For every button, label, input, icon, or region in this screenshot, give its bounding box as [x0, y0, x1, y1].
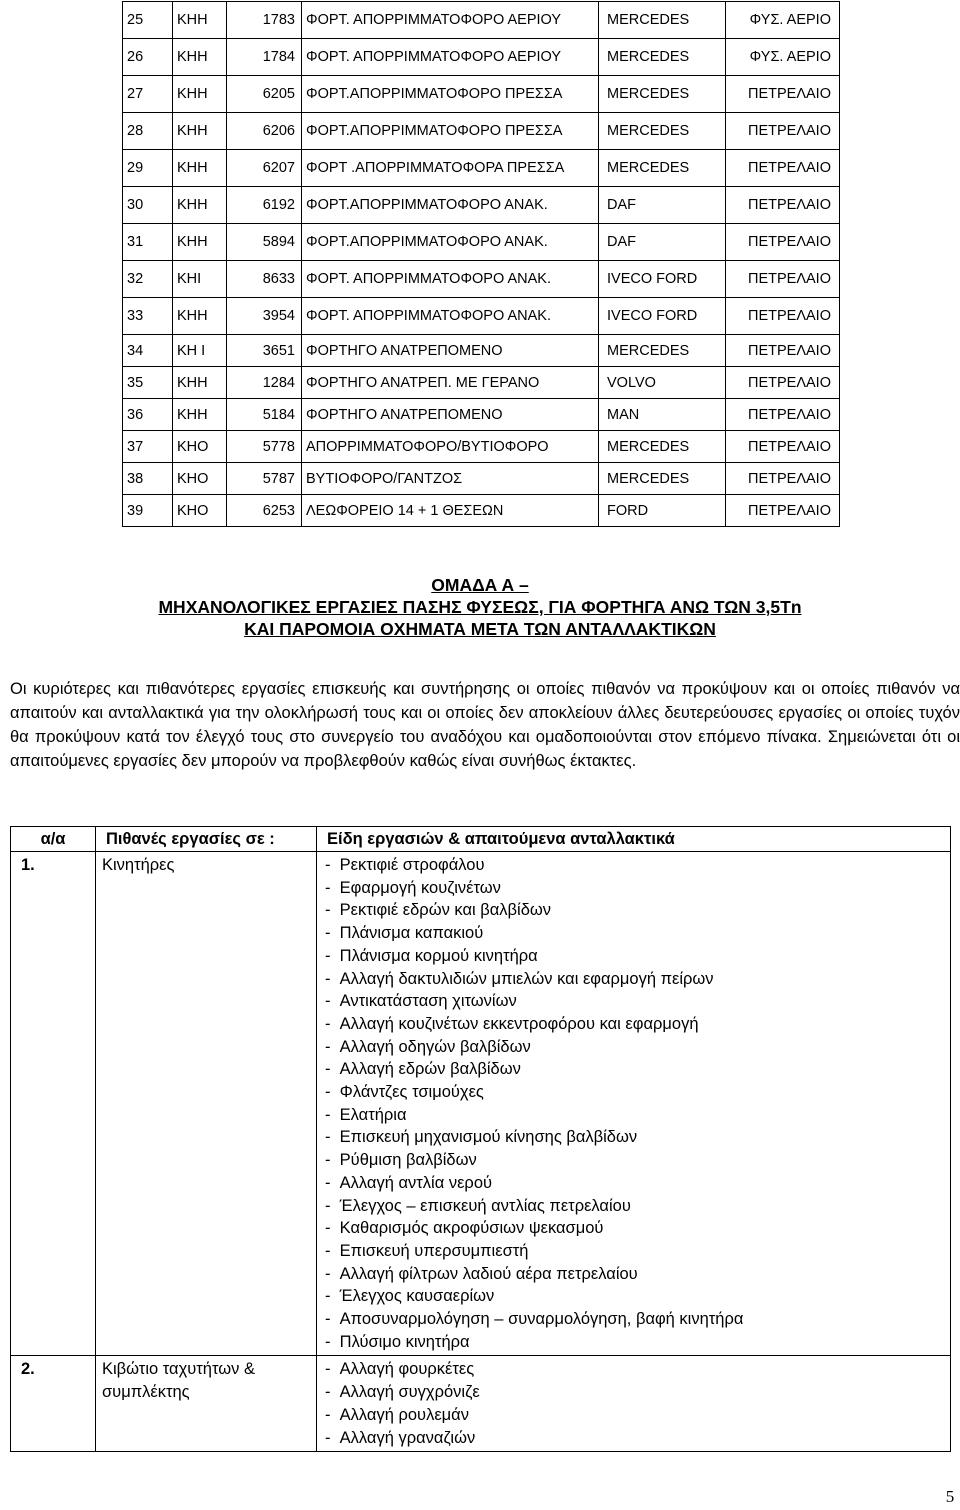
section-items [317, 852, 951, 1356]
vehicle-row [123, 298, 840, 335]
work-item: - Αλλαγή ρουλεμάν [325, 1404, 944, 1427]
section-items [317, 1356, 951, 1452]
plate-number: 3954 [227, 298, 302, 335]
row-number: 37 [123, 431, 173, 463]
plate-series: ΚΗΗ [173, 150, 227, 187]
fuel-type: ΠΕΤΡΕΛΑΙΟ [726, 367, 840, 399]
vehicle-type: ΒΥΤΙΟΦΟΡΟ/ΓΑΝΤΖΟΣ [302, 463, 599, 495]
intro-paragraph: Οι κυριότερες και πιθανότερες εργασίες επισκευής και συντήρησης οι οποίες πιθανόν να προκύψουν και οι οποίες πιθανόν να απαιτούν και ανταλλακτικά για την ολοκλήρωσή τους και οι οποίες δεν αποκλείουν άλλες δευτερεύουσες εργασίες οι οποίες τυχόν θα προκύψουν κατά τον έλεγχό τους στο συνεργείο του αναδόχου και ομαδοποιούνται στον επόμενο πίνακα. Σημειώνεται ότι οι απαιτούμενες εργασίες δεν μπορούν να προβλεφθούν καθώς είναι συνήθως έκτακτες. [10, 680, 960, 770]
page-number: 5 [945, 1487, 955, 1506]
vehicle-type: ΦΟΡΤ.ΑΠΟΡΡΙΜΜΑΤΟΦΟΡΟ ΠΡΕΣΣΑ [302, 113, 599, 150]
vehicle-row [123, 224, 840, 261]
vehicle-type: ΦΟΡΤ. ΑΠΟΡΡΙΜΜΑΤΟΦΟΡΟ ΑΕΡΙΟΥ [302, 39, 599, 76]
fuel-type: ΠΕΤΡΕΛΑΙΟ [726, 335, 840, 367]
plate-series: ΚΗΗ [173, 113, 227, 150]
work-item: - Αλλαγή αντλία νερού [325, 1172, 944, 1195]
work-item: - Πλύσιμο κινητήρα [325, 1331, 944, 1354]
vehicle-type: ΦΟΡΤΗΓΟ ΑΝΑΤΡΕΠΟΜΕΝΟ [302, 335, 599, 367]
header-area: Πιθανές εργασίες σε : [96, 827, 317, 852]
plate-number: 1783 [227, 2, 302, 39]
vehicle-table-body [123, 2, 840, 527]
vehicle-type: ΦΟΡΤ.ΑΠΟΡΡΙΜΜΑΤΟΦΟΡΟ ΠΡΕΣΣΑ [302, 76, 599, 113]
header-aa: α/α [11, 827, 96, 852]
header-items: Είδη εργασιών & απαιτούμενα ανταλλακτικά [317, 827, 951, 852]
vehicle-row [123, 335, 840, 367]
heading-line-1: ΟΜΑΔΑ Α – [431, 575, 529, 595]
plate-number: 8633 [227, 261, 302, 298]
work-item: - Ελατήρια [325, 1104, 944, 1127]
row-number: 38 [123, 463, 173, 495]
row-number: 30 [123, 187, 173, 224]
row-number: 29 [123, 150, 173, 187]
row-number: 39 [123, 495, 173, 527]
plate-series: ΚΗΗ [173, 187, 227, 224]
vehicle-row [123, 76, 840, 113]
plate-number: 5787 [227, 463, 302, 495]
section-number: 2. [11, 1356, 96, 1452]
works-section-row [11, 1356, 951, 1452]
vehicle-type: ΦΟΡΤΗΓΟ ΑΝΑΤΡΕΠ. ΜΕ ΓΕΡΑΝΟ [302, 367, 599, 399]
fuel-type: ΠΕΤΡΕΛΑΙΟ [726, 224, 840, 261]
plate-series: ΚΗΗ [173, 76, 227, 113]
vehicle-row [123, 367, 840, 399]
vehicle-type: ΦΟΡΤ. ΑΠΟΡΡΙΜΜΑΤΟΦΟΡΟ ΑΝΑΚ. [302, 298, 599, 335]
plate-number: 6205 [227, 76, 302, 113]
plate-number: 5894 [227, 224, 302, 261]
vehicle-brand: IVECO FORD [599, 298, 726, 335]
vehicle-row [123, 399, 840, 431]
work-item: - Επισκευή υπερσυμπιεστή [325, 1240, 944, 1263]
works-table [10, 826, 951, 1452]
vehicle-brand: MAN [599, 399, 726, 431]
vehicle-row [123, 261, 840, 298]
plate-number: 5778 [227, 431, 302, 463]
vehicle-row [123, 463, 840, 495]
plate-number: 6207 [227, 150, 302, 187]
vehicle-type: ΦΟΡΤ .ΑΠΟΡΡΙΜΜΑΤΟΦΟΡΑ ΠΡΕΣΣΑ [302, 150, 599, 187]
plate-series: ΚΗΗ [173, 367, 227, 399]
heading-line-2: ΜΗΧΑΝΟΛΟΓΙΚΕΣ ΕΡΓΑΣΙΕΣ ΠΑΣΗΣ ΦΥΣΕΩΣ, ΓΙΑ ΦΟΡΤΗΓΑ ΑΝΩ ΤΩΝ 3,5Tn [158, 597, 802, 617]
plate-series: ΚΗΟ [173, 431, 227, 463]
vehicle-type: ΦΟΡΤ.ΑΠΟΡΡΙΜΜΑΤΟΦΟΡΟ ΑΝΑΚ. [302, 187, 599, 224]
vehicle-row [123, 39, 840, 76]
vehicle-type: ΦΟΡΤ. ΑΠΟΡΡΙΜΜΑΤΟΦΟΡΟ ΑΕΡΙΟΥ [302, 2, 599, 39]
work-item: - Αλλαγή εδρών βαλβίδων [325, 1058, 944, 1081]
vehicle-brand: MERCEDES [599, 2, 726, 39]
fuel-type: ΠΕΤΡΕΛΑΙΟ [726, 150, 840, 187]
row-number: 32 [123, 261, 173, 298]
vehicle-brand: MERCEDES [599, 39, 726, 76]
work-item: - Αλλαγή γραναζιών [325, 1427, 944, 1450]
vehicle-row [123, 495, 840, 527]
vehicle-row [123, 150, 840, 187]
fuel-type: ΠΕΤΡΕΛΑΙΟ [726, 463, 840, 495]
vehicle-brand: FORD [599, 495, 726, 527]
plate-series: ΚΗΟ [173, 463, 227, 495]
work-item: - Αλλαγή κουζινέτων εκκεντροφόρου και εφαρμογή [325, 1013, 944, 1036]
work-item: - Πλάνισμα καπακιού [325, 922, 944, 945]
section-area: Κινητήρες [96, 852, 317, 1356]
work-items-list [323, 854, 944, 1353]
plate-series: ΚΗΟ [173, 495, 227, 527]
section-number: 1. [11, 852, 96, 1356]
vehicle-type: ΛΕΩΦΟΡΕΙΟ 14 + 1 ΘΕΣΕΩΝ [302, 495, 599, 527]
row-number: 26 [123, 39, 173, 76]
fuel-type: ΠΕΤΡΕΛΑΙΟ [726, 495, 840, 527]
fuel-type: ΠΕΤΡΕΛΑΙΟ [726, 431, 840, 463]
work-item: - Αλλαγή συγχρόνιζε [325, 1381, 944, 1404]
work-item: - Αλλαγή φίλτρων λαδιού αέρα πετρελαίου [325, 1263, 944, 1286]
work-item: - Αλλαγή δακτυλιδιών μπιελών και εφαρμογή πείρων [325, 968, 944, 991]
fuel-type: ΦΥΣ. ΑΕΡΙΟ [726, 2, 840, 39]
plate-number: 5184 [227, 399, 302, 431]
vehicle-brand: MERCEDES [599, 76, 726, 113]
vehicle-brand: IVECO FORD [599, 261, 726, 298]
plate-number: 3651 [227, 335, 302, 367]
work-item: - Ρεκτιφιέ στροφάλου [325, 854, 944, 877]
vehicle-row [123, 431, 840, 463]
work-item: - Αντικατάσταση χιτωνίων [325, 990, 944, 1013]
plate-number: 6192 [227, 187, 302, 224]
vehicle-brand: DAF [599, 187, 726, 224]
work-item: - Έλεγχος – επισκευή αντλίας πετρελαίου [325, 1195, 944, 1218]
row-number: 33 [123, 298, 173, 335]
row-number: 28 [123, 113, 173, 150]
row-number: 34 [123, 335, 173, 367]
plate-series: ΚΗ Ι [173, 335, 227, 367]
vehicle-type: ΦΟΡΤ. ΑΠΟΡΡΙΜΜΑΤΟΦΟΡΟ ΑΝΑΚ. [302, 261, 599, 298]
work-item: - Καθαρισμός ακροφύσιων ψεκασμού [325, 1217, 944, 1240]
vehicle-brand: DAF [599, 224, 726, 261]
row-number: 25 [123, 2, 173, 39]
work-item: - Εφαρμογή κουζινέτων [325, 877, 944, 900]
vehicle-row [123, 187, 840, 224]
plate-series: ΚΗΙ [173, 261, 227, 298]
row-number: 36 [123, 399, 173, 431]
plate-series: ΚΗΗ [173, 399, 227, 431]
plate-number: 6253 [227, 495, 302, 527]
row-number: 31 [123, 224, 173, 261]
plate-number: 1284 [227, 367, 302, 399]
work-item: - Φλάντζες τσιμούχες [325, 1081, 944, 1104]
vehicle-row [123, 2, 840, 39]
vehicle-brand: VOLVO [599, 367, 726, 399]
vehicle-table [122, 1, 840, 527]
work-item: - Πλάνισμα κορμού κινητήρα [325, 945, 944, 968]
work-item: - Αποσυναρμολόγηση – συναρμολόγηση, βαφή κινητήρα [325, 1308, 944, 1331]
work-item: - Αλλαγή φουρκέτες [325, 1358, 944, 1381]
work-item: - Έλεγχος καυσαερίων [325, 1285, 944, 1308]
fuel-type: ΠΕΤΡΕΛΑΙΟ [726, 298, 840, 335]
fuel-type: ΠΕΤΡΕΛΑΙΟ [726, 76, 840, 113]
work-item: - Ρεκτιφιέ εδρών και βαλβίδων [325, 899, 944, 922]
works-header-row [11, 827, 951, 852]
vehicle-brand: MERCEDES [599, 431, 726, 463]
work-items-list [323, 1358, 944, 1449]
heading-line-3: ΚΑΙ ΠΑΡΟΜΟΙΑ ΟΧΗΜΑΤΑ ΜΕΤΑ ΤΩΝ ΑΝΤΑΛΛΑΚΤΙΚΩΝ [244, 619, 716, 639]
fuel-type: ΠΕΤΡΕΛΑΙΟ [726, 113, 840, 150]
vehicle-type: ΦΟΡΤ.ΑΠΟΡΡΙΜΜΑΤΟΦΟΡΟ ΑΝΑΚ. [302, 224, 599, 261]
fuel-type: ΠΕΤΡΕΛΑΙΟ [726, 187, 840, 224]
plate-series: ΚΗΗ [173, 224, 227, 261]
vehicle-type: ΑΠΟΡΡΙΜΜΑΤΟΦΟΡΟ/ΒΥΤΙΟΦΟΡΟ [302, 431, 599, 463]
plate-series: ΚΗΗ [173, 39, 227, 76]
fuel-type: ΦΥΣ. ΑΕΡΙΟ [726, 39, 840, 76]
row-number: 35 [123, 367, 173, 399]
vehicle-brand: MERCEDES [599, 150, 726, 187]
section-area: Κιβώτιο ταχυτήτων & συμπλέκτης [96, 1356, 317, 1452]
vehicle-brand: MERCEDES [599, 463, 726, 495]
vehicle-type: ΦΟΡΤΗΓΟ ΑΝΑΤΡΕΠΟΜΕΝΟ [302, 399, 599, 431]
plate-series: ΚΗΗ [173, 298, 227, 335]
vehicle-brand: MERCEDES [599, 113, 726, 150]
vehicle-brand: MERCEDES [599, 335, 726, 367]
works-table-body [11, 852, 951, 1452]
work-item: - Ρύθμιση βαλβίδων [325, 1149, 944, 1172]
row-number: 27 [123, 76, 173, 113]
fuel-type: ΠΕΤΡΕΛΑΙΟ [726, 261, 840, 298]
work-item: - Αλλαγή οδηγών βαλβίδων [325, 1036, 944, 1059]
plate-number: 6206 [227, 113, 302, 150]
vehicle-row [123, 113, 840, 150]
fuel-type: ΠΕΤΡΕΛΑΙΟ [726, 399, 840, 431]
works-section-row [11, 852, 951, 1356]
plate-number: 1784 [227, 39, 302, 76]
plate-series: ΚΗΗ [173, 2, 227, 39]
work-item: - Επισκευή μηχανισμού κίνησης βαλβίδων [325, 1126, 944, 1149]
section-heading [0, 574, 960, 640]
